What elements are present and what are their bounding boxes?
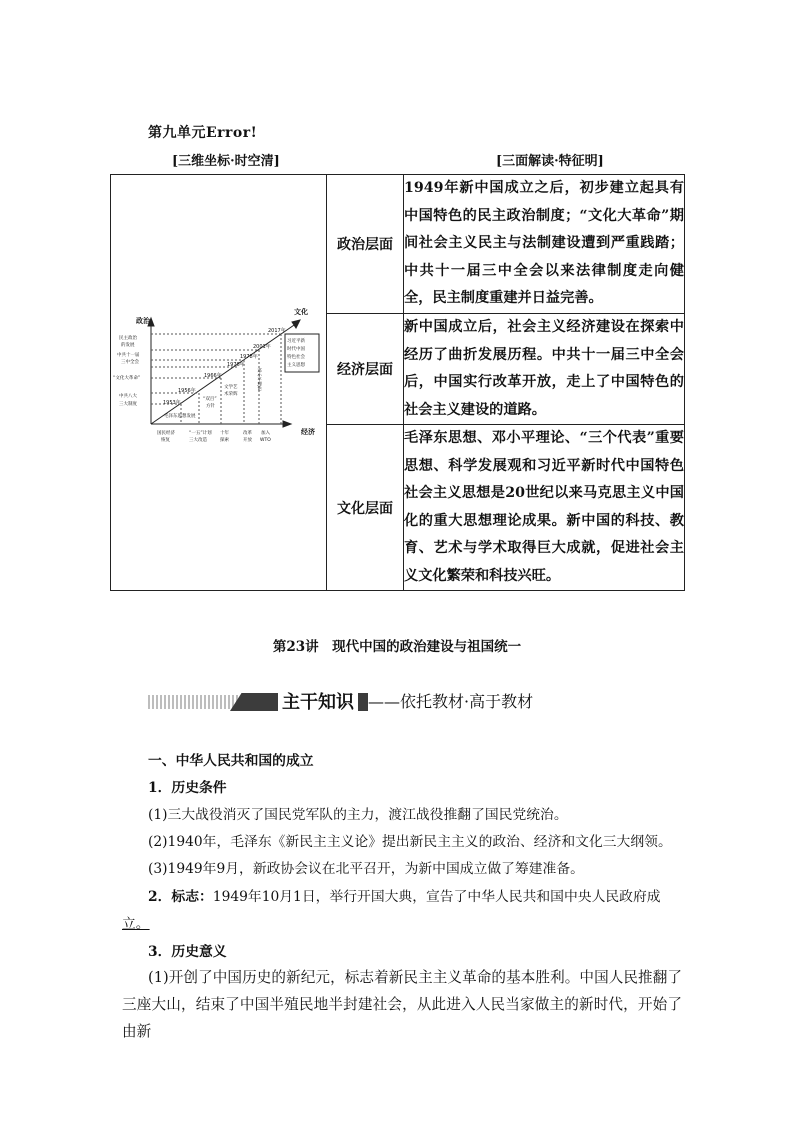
year-label: 1953年 (163, 399, 181, 406)
layer-text-culture: 毛泽东思想、邓小平理论、“三个代表”重要思想、科学发展观和习近平新时代中国特色社会主义思想是20世纪以来马克思主义中国化的重大思想理论成果。新中国的科技、教育、艺术与学术取得巨大成就，促进社会主义文化繁荣和科技兴旺。 (404, 425, 685, 591)
bottom-label: “一五”计划 (189, 430, 212, 436)
shuangbai-label: 方针 (206, 403, 215, 409)
sign-line (148, 885, 661, 905)
unit-overview-table (110, 174, 685, 591)
wenyi-label: 文学艺 (224, 384, 238, 390)
shuangbai-label: “双百” (203, 396, 217, 402)
list-item: (3)1949年9月，新政协会议在北平召开，为新中国成立做了筹建准备。 (148, 861, 584, 877)
layer-text-economy: 新中国成立后，社会主义经济建设在探索中经历了曲折发展历程。中共十一届三中全会后，中国实行改革开放，走上了中国特色的社会主义建设的道路。 (404, 314, 685, 425)
layer-label-politics: 政治层面 (327, 175, 404, 314)
sign-tail (122, 912, 150, 932)
layer-text-politics: 1949年新中国成立之后，初步建立起具有中国特色的民主政治制度；“文化大革命”期间社会主义民主与法制建设遭到严重践踏；中共十一届三中全会以来法律制度走向健全，民主制度重建并日益完善。 (404, 175, 685, 314)
culture-axis-arrow (292, 320, 300, 328)
bottom-label: WTO (260, 437, 271, 443)
left-label: 民主政治 (119, 335, 137, 341)
year-label: 1978年 (240, 353, 258, 360)
list-item: (2)1940年，毛泽东《新民主主义论》提出新民主主义的政治、经济和文化三大纲领。 (148, 834, 672, 850)
year-label: 2001年 (253, 343, 271, 350)
culture-block-label: 习近平新 (287, 338, 305, 344)
left-label: 中共八大 (119, 393, 137, 399)
table-row (111, 175, 685, 314)
banner-subtitle: ——依托教材·高于教材 (368, 689, 539, 712)
sub-heading-conditions: 1．历史条件 (148, 780, 227, 796)
axis-label-culture: 文化 (294, 307, 308, 316)
timeline-diagram (111, 178, 324, 588)
section-heading: 一、中华人民共和国的成立 (148, 753, 314, 769)
timeline-diagram-cell (111, 175, 327, 591)
bottom-label: 三大改造 (189, 437, 207, 443)
bottom-label: 开放 (243, 437, 252, 443)
left-label: 三中全会 (121, 359, 139, 365)
axis-label-economy: 经济 (301, 427, 315, 436)
sign-tail-text: 立。 (122, 916, 150, 932)
sub-heading-meaning: 3．历史意义 (148, 944, 227, 960)
layer-label-economy: 经济层面 (327, 314, 404, 425)
deng-theory-label: 邓小平理论 (256, 367, 262, 390)
year-label: 1966年 (204, 372, 222, 379)
bottom-label: 恢复 (161, 437, 170, 443)
sign-text: 1949年10月1日，举行开国大典，宣告了中华人民共和国中央人民政府成 (212, 889, 661, 905)
culture-block-label: 特色社会 (287, 354, 305, 360)
axis-label-politics: 政治 (136, 316, 150, 325)
unit-title: 第九单元Error! (148, 125, 258, 141)
left-label: 三大制度 (119, 401, 137, 407)
bottom-label: 改革 (243, 430, 252, 436)
banner-main-title: 主干知识 (278, 688, 358, 714)
bottom-label: 十年 (220, 430, 229, 436)
culture-block-label: 时代中国 (287, 346, 305, 352)
meaning-paragraph: (1)开创了中国历史的新纪元，标志着新民主主义革命的基本胜利。中国人民推翻了三座大山，结束了中国半殖民地半封建社会，从此进入人民当家做主的新时代，开始了由新 (122, 969, 682, 1040)
year-label: 1956年 (178, 387, 196, 394)
layer-label-culture: 文化层面 (327, 425, 404, 591)
culture-block-label: 主义思想 (287, 362, 305, 368)
wenyi-label: 术荣辉 (224, 391, 238, 397)
section-banner (148, 687, 688, 715)
bottom-label: 探索 (220, 437, 229, 443)
sign-label: 2．标志： (148, 889, 213, 905)
left-label: 中共十一届 (117, 352, 140, 358)
bottom-label: 加入 (261, 430, 270, 436)
left-label: “文化大革命” (113, 375, 141, 381)
x-axis-arrow (283, 421, 291, 427)
year-label: 1976年 (227, 361, 245, 368)
bottom-label: 国民经济 (157, 430, 175, 436)
left-label: 的发展 (121, 342, 135, 348)
column-header-left: [三维坐标·时空清] (172, 154, 280, 169)
list-item: (1)三大战役消灭了国民党军队的主力，渡江战役推翻了国民党统治。 (148, 807, 568, 823)
year-label: 2017年 (268, 327, 286, 334)
column-header-right: [三面解读·特征明] (496, 154, 604, 169)
lesson-title: 第23讲 现代中国的政治建设与祖国统一 (272, 639, 522, 655)
banner-stripes (148, 695, 240, 709)
diagonal-timeline (151, 323, 297, 424)
mao-thought-label: 毛泽东思想发展 (164, 413, 196, 419)
